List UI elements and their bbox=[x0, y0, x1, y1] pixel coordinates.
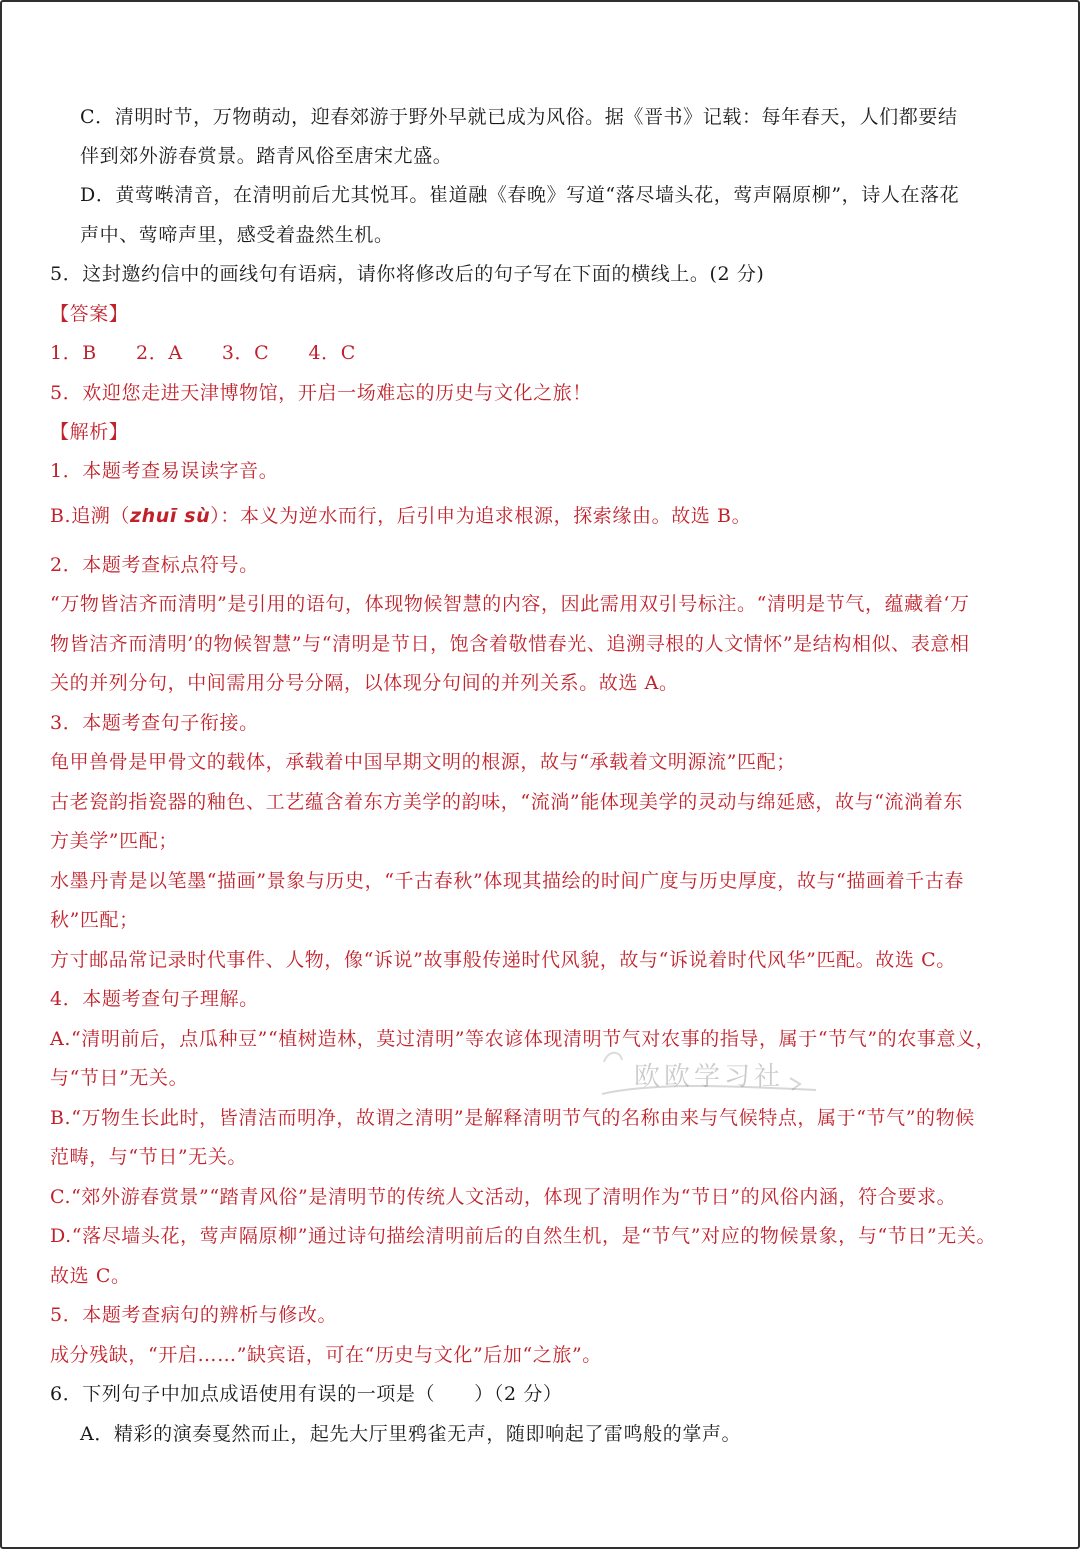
analysis-4-b-line-1: B.“万物生长此时，皆清洁而明净，故谓之清明”是解释清明节气的名称由来与气候特点，属于“节气”的物候 bbox=[50, 1107, 975, 1129]
option-c-line-2: 伴到郊外游春赏景。踏青风俗至唐宋尤盛。 bbox=[80, 145, 453, 167]
analysis-3-title: 3．本题考查句子衔接。 bbox=[50, 712, 259, 734]
analysis-1-detail bbox=[50, 503, 751, 529]
analysis-2-line-3: 关的并列分句，中间需用分号分隔，以体现分句间的并列关系。故选 A。 bbox=[50, 672, 679, 694]
analysis-3-line-3: 方美学”匹配； bbox=[50, 830, 178, 852]
answer-5: 5．欢迎您走进天津博物馆，开启一场难忘的历史与文化之旅！ bbox=[50, 382, 592, 404]
pinyin-zhuisu: zhuī sù bbox=[130, 505, 211, 527]
question-6: 6．下列句子中加点成语使用有误的一项是（ ）（2 分） bbox=[50, 1383, 563, 1405]
analysis-4-a-line-2: 与“节日”无关。 bbox=[50, 1067, 189, 1089]
analysis-4-d: D.“落尽墙头花，莺声隔原柳”通过诗句描绘清明前后的自然生机，是“节气”对应的物候景象，与“节日”无关。 bbox=[50, 1225, 997, 1247]
watermark bbox=[594, 1042, 824, 1122]
analysis-3-line-4: 水墨丹青是以笔墨“描画”景象与历史，“千古春秋”体现其描绘的时间广度与历史厚度，故与“描画着千古春 bbox=[50, 870, 964, 892]
analysis-4-c: C.“郊外游春赏景”“踏青风俗”是清明节的传统人文活动，体现了清明作为“节日”的风俗内涵，符合要求。 bbox=[50, 1186, 957, 1208]
analysis-heading: 【解析】 bbox=[50, 421, 129, 443]
analysis-1-suffix: ）：本义为逆水而行，后引申为追求根源，探索缘由。故选 B。 bbox=[210, 505, 752, 527]
analysis-5-detail: 成分残缺，“开启……”缺宾语，可在“历史与文化”后加“之旅”。 bbox=[50, 1344, 602, 1366]
analysis-3-line-1: 龟甲兽骨是甲骨文的载体，承载着中国早期文明的根源，故与“承载着文明源流”匹配； bbox=[50, 751, 796, 773]
analysis-3-line-5: 秋”匹配； bbox=[50, 909, 139, 931]
answer-heading: 【答案】 bbox=[50, 303, 129, 325]
analysis-3-line-6: 方寸邮品常记录时代事件、人物，像“诉说”故事般传递时代风貌，故与“诉说着时代风华”匹配。故选 C。 bbox=[50, 949, 956, 971]
analysis-2-line-1: “万物皆洁齐而清明”是引用的语句，体现物候智慧的内容，因此需用双引号标注。“清明是节气，蕴藏着‘万 bbox=[50, 593, 970, 615]
analysis-3-line-2: 古老瓷韵指瓷器的釉色、工艺蕴含着东方美学的韵味，“流淌”能体现美学的灵动与绵延感，故与“流淌着东 bbox=[50, 791, 963, 813]
analysis-2-title: 2．本题考查标点符号。 bbox=[50, 554, 259, 576]
analysis-4-b-line-2: 范畴，与“节日”无关。 bbox=[50, 1146, 248, 1168]
analysis-4-conclusion: 故选 C。 bbox=[50, 1265, 131, 1287]
option-d-line-1: D．黄莺啭清音，在清明前后尤其悦耳。崔道融《春晚》写道“落尽墙头花，莺声隔原柳”，诗人在落花 bbox=[80, 184, 960, 206]
analysis-1-prefix: B.追溯（ bbox=[50, 505, 131, 527]
watermark-text: 欧欧学习社 bbox=[634, 1062, 785, 1092]
analysis-2-line-2: 物皆洁齐而清明’的物候智慧”与“清明是节日，饱含着敬惜春光、追溯寻根的人文情怀”是结构相似、表意相 bbox=[50, 633, 970, 655]
analysis-5-title: 5．本题考查病句的辨析与修改。 bbox=[50, 1304, 338, 1326]
question-6-option-a: A．精彩的演奏戛然而止，起先大厅里鸦雀无声，随即响起了雷鸣般的掌声。 bbox=[80, 1423, 742, 1445]
option-c-line-1: C．清明时节，万物萌动，迎春郊游于野外早就已成为风俗。据《晋书》记载：每年春天，人们都要结 bbox=[80, 106, 958, 128]
answer-choices: 1．B 2．A 3．C 4．C bbox=[50, 342, 356, 364]
option-d-line-2: 声中、莺啼声里，感受着盎然生机。 bbox=[80, 224, 394, 246]
analysis-4-title: 4．本题考查句子理解。 bbox=[50, 988, 259, 1010]
analysis-1-title: 1．本题考查易误读字音。 bbox=[50, 460, 279, 482]
question-5: 5．这封邀约信中的画线句有语病，请你将修改后的句子写在下面的横线上。(2 分) bbox=[50, 263, 765, 285]
analysis-4-a-line-1: A.“清明前后，点瓜种豆”“植树造林，莫过清明”等农谚体现清明节气对农事的指导，属于“节气”的农事意义， bbox=[50, 1028, 996, 1050]
